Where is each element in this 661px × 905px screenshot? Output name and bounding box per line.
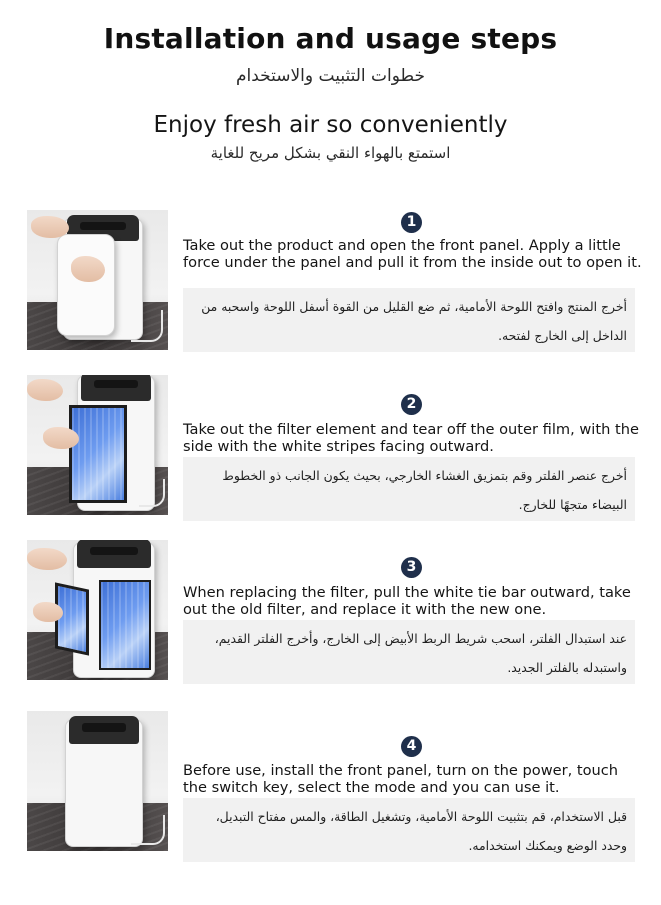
installed-filter-image	[99, 580, 151, 670]
step-4	[0, 710, 661, 860]
step-1-text-arabic: أخرج المنتج وافتح اللوحة الأمامية، ثم ضع القليل من القوة أسفل اللوحة واسحبه من الداخل إلى الخارج لفتحه.	[183, 288, 635, 352]
front-panel-image	[57, 234, 115, 336]
step-number-badge: 1	[401, 212, 422, 233]
filter-element-image	[69, 405, 127, 503]
step-2-photo	[27, 375, 168, 515]
old-filter-image	[55, 582, 89, 655]
step-1-photo	[27, 210, 168, 350]
step-number-badge: 3	[401, 557, 422, 578]
hand-image	[71, 256, 105, 282]
step-1	[0, 210, 661, 360]
step-3	[0, 540, 661, 690]
step-1-text: Take out the product and open the front panel. Apply a little force under the panel and pull it from the inside out to open it.	[183, 237, 642, 271]
step-4-photo	[27, 711, 168, 851]
step-2-text-arabic: أخرج عنصر الفلتر وقم بتمزيق الغشاء الخارجي، بحيث يكون الجانب ذو الخطوط البيضاء متجهًا للخارج.	[183, 457, 635, 521]
hand-image	[43, 427, 79, 449]
page-subtitle-arabic: استمتع بالهواء النقي بشكل مريح للغاية	[210, 144, 451, 162]
hand-image	[27, 548, 67, 570]
step-4-text: Before use, install the front panel, turn on the power, touch the switch key, select the mode and you can use it.	[183, 762, 619, 796]
page-title-arabic: خطوات التثبيت والاستخدام	[235, 66, 426, 86]
step-2-text: Take out the filter element and tear off the outer film, with the side with the white stripes facing outward.	[183, 421, 639, 455]
page-title: Installation and usage steps	[103, 22, 558, 55]
step-number-badge: 4	[401, 736, 422, 757]
page-subtitle: Enjoy fresh air so conveniently	[153, 112, 508, 138]
step-2	[0, 373, 661, 523]
hand-image	[33, 602, 63, 622]
step-3-text-arabic: عند استبدال الفلتر، اسحب شريط الربط الأبيض إلى الخارج، وأخرج الفلتر القديم، واستبدله بالفلتر الجديد.	[183, 620, 635, 684]
step-number-badge: 2	[401, 394, 422, 415]
hand-image	[27, 379, 63, 401]
hand-image	[31, 216, 69, 238]
step-3-text: When replacing the filter, pull the white tie bar outward, take out the old filter, and replace it with the new one.	[183, 584, 631, 618]
step-3-photo	[27, 540, 168, 680]
step-4-text-arabic: قبل الاستخدام، قم بتثبيت اللوحة الأمامية، وتشغيل الطاقة، والمس مفتاح التبديل، وحدد الوضع ويمكنك استخدامه.	[183, 798, 635, 862]
